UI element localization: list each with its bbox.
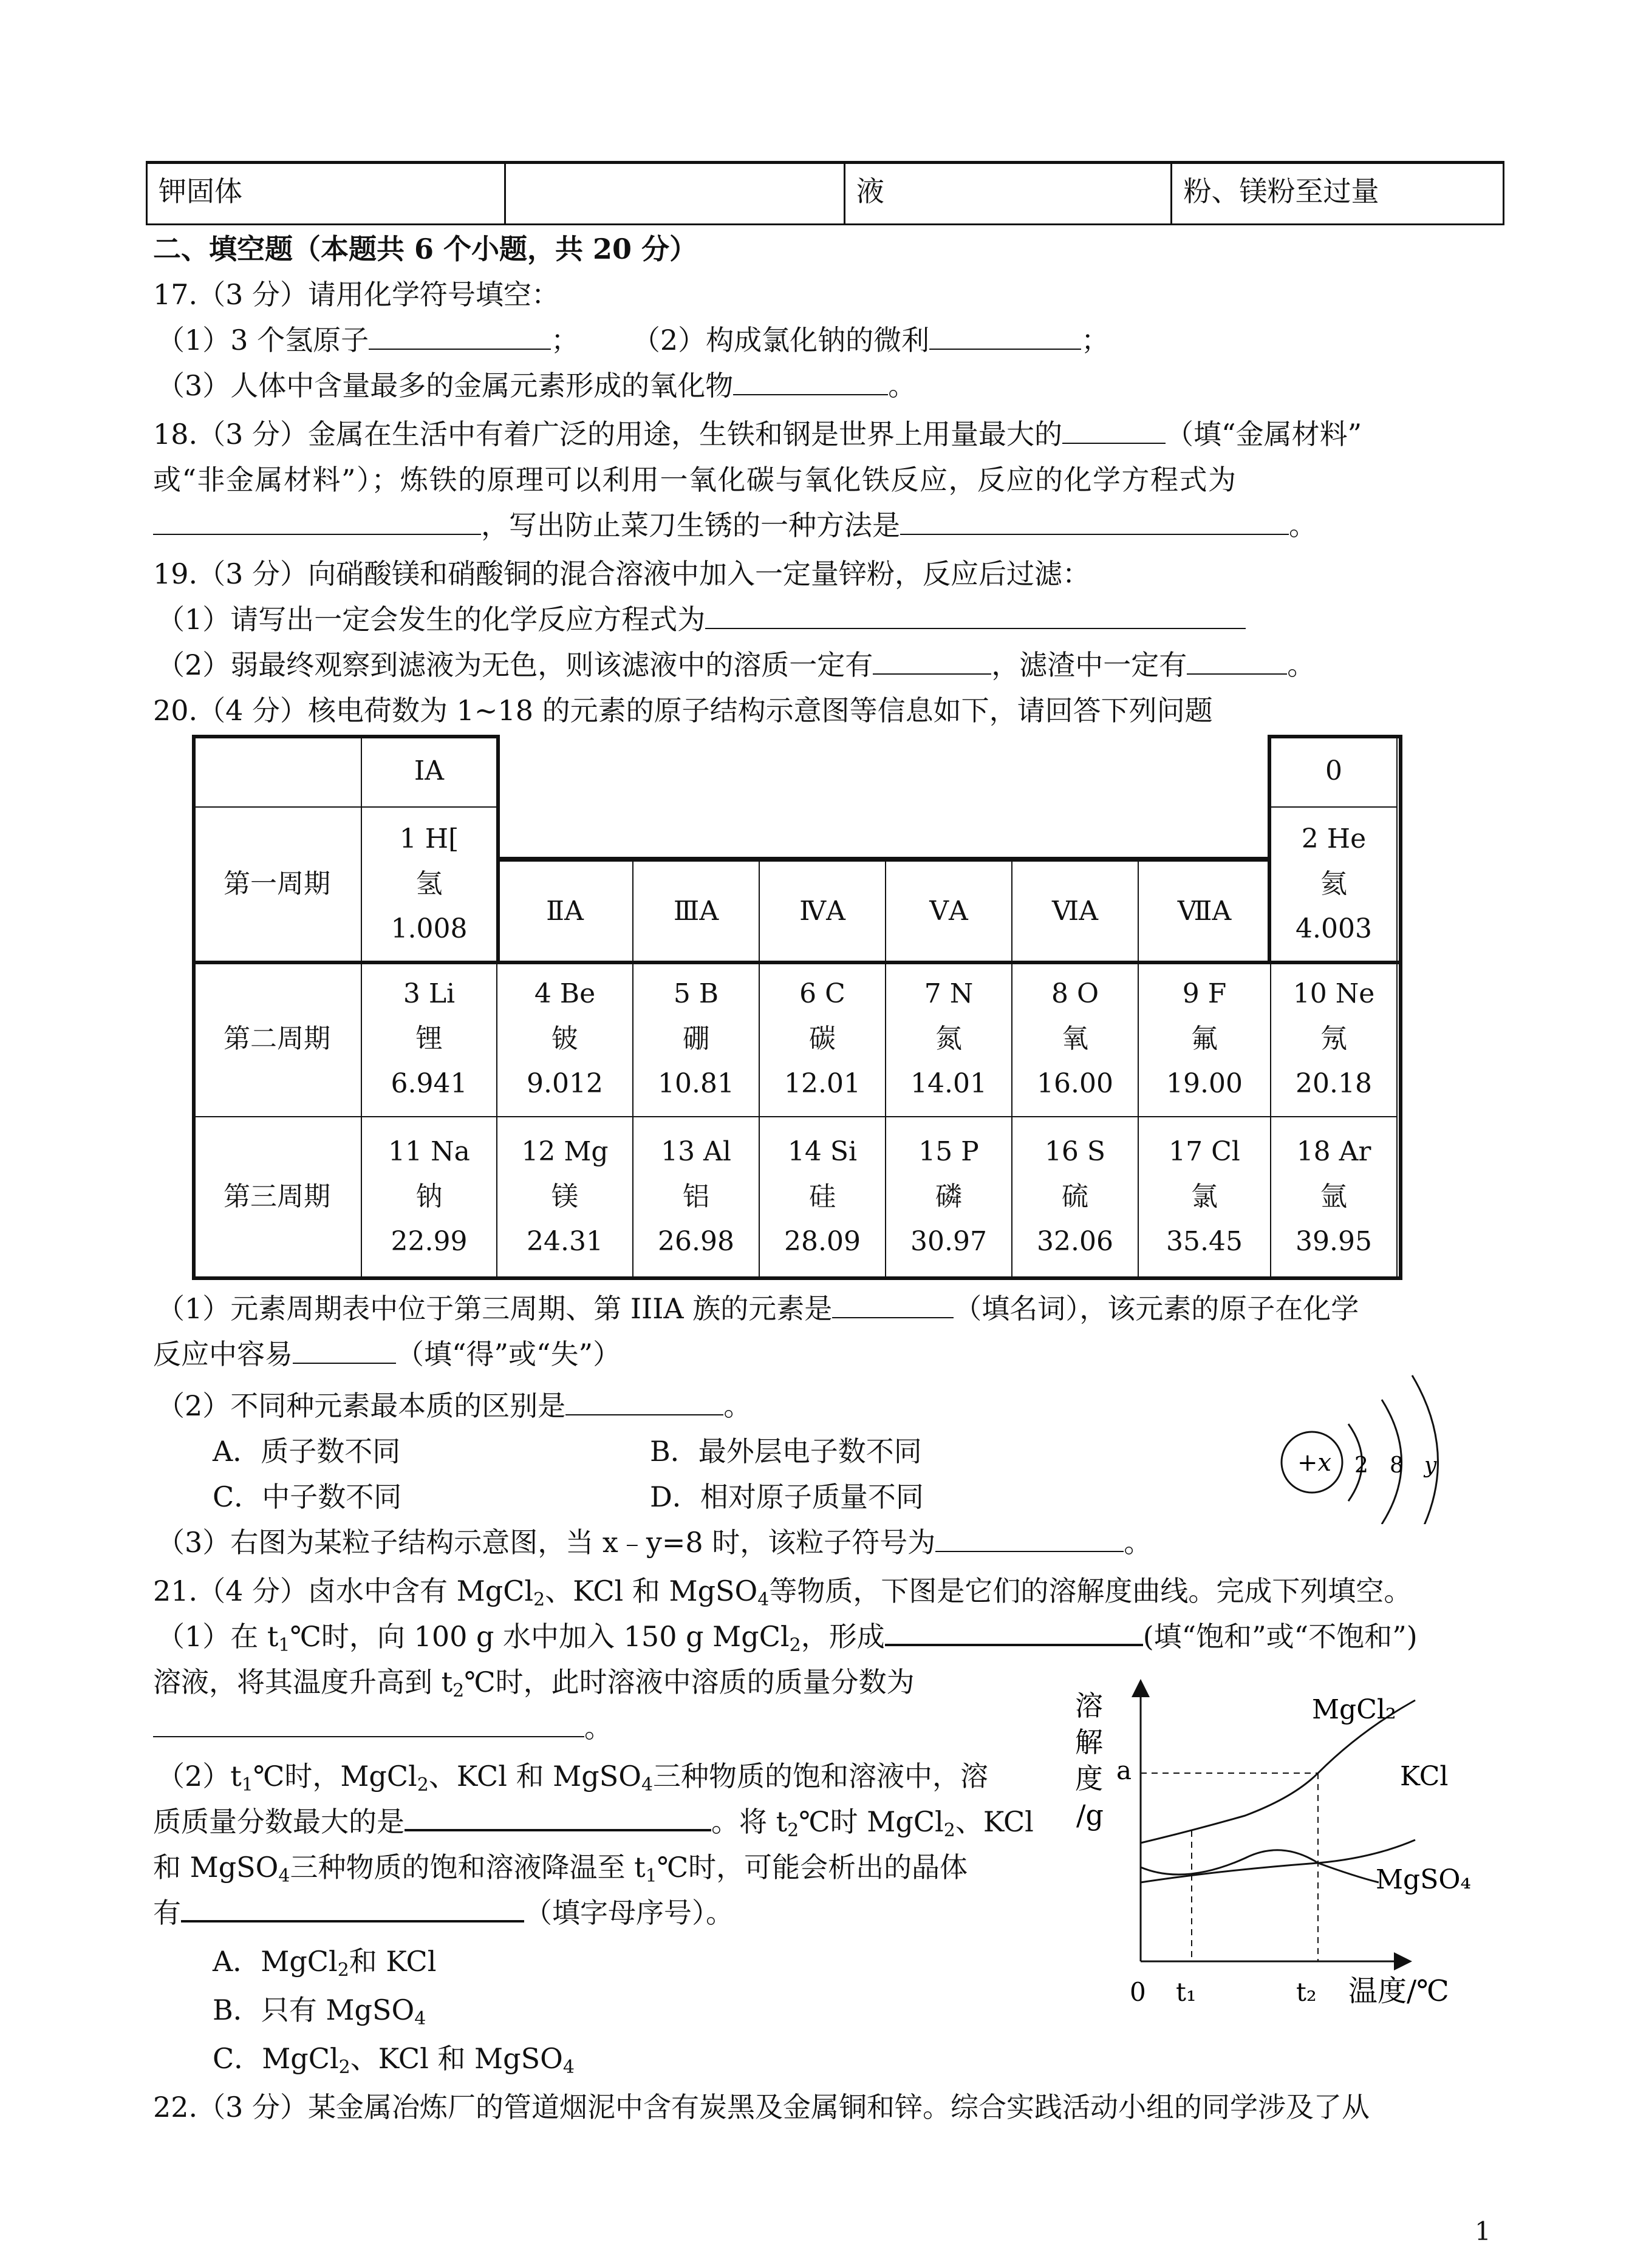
q17-text: ； （2）构成氯化钠的微利 — [551, 324, 930, 356]
element-name: 氦 — [1320, 868, 1347, 899]
group-header: ⅤA — [885, 860, 1012, 962]
subscript: 2 — [533, 1589, 545, 1610]
q21-p1-cont — [153, 1664, 915, 1709]
element-mass: 4.003 — [1296, 913, 1372, 944]
q17-text: （3）人体中含量最多的金属元素形成的氧化物 — [157, 369, 734, 402]
group-header: ⅥA — [1011, 860, 1139, 962]
element-mass: 16.00 — [1037, 1068, 1113, 1099]
element-mass: 30.97 — [910, 1226, 987, 1257]
q21-text: 21.（4 分）卤水中含有 MgCl — [153, 1575, 534, 1607]
q17-text: ； — [1081, 324, 1110, 356]
x-axis-label: 温度/℃ — [1348, 1974, 1449, 2008]
q21-text: 、KCl — [955, 1805, 1034, 1838]
tick-label-a: a — [1116, 1755, 1132, 1785]
element-mass: 20.18 — [1296, 1068, 1372, 1099]
top-table — [146, 161, 1504, 225]
q21-text: 、KCl 和 MgSO — [545, 1575, 758, 1607]
subscript: 2 — [943, 1820, 955, 1841]
element-name: 硫 — [1062, 1181, 1088, 1212]
y-axis-label: 解 — [1075, 1726, 1103, 1759]
subscript: 2 — [452, 1680, 465, 1701]
series-label-mgso4: MgSO₄ — [1376, 1864, 1472, 1895]
q21-text: 。 — [584, 1711, 612, 1744]
q21-text: 和 KCl — [349, 1945, 437, 1978]
q20-text: （1）元素周期表中位于第三周期、第 IIIA 族的元素是 — [157, 1292, 833, 1325]
q21-p2-line3 — [153, 1849, 968, 1895]
q20-p1-cont — [153, 1336, 621, 1372]
q21-text: 。将 t — [711, 1805, 788, 1838]
answer-blank[interactable] — [293, 1338, 396, 1364]
q21-p2-line2 — [153, 1803, 1034, 1849]
element-name: 氢 — [415, 868, 443, 899]
top-table-cell — [506, 164, 845, 223]
q20-text: （填“得”或“失”） — [396, 1338, 621, 1371]
subscript: 2 — [337, 1960, 349, 1981]
element-mass: 9.012 — [527, 1068, 603, 1099]
q19-text: （1）请写出一定会发生的化学反应方程式为 — [157, 603, 706, 636]
element-symbol: 14 Si — [787, 1136, 858, 1167]
y-axis-label: 度 — [1075, 1762, 1103, 1795]
q20-text: 反应中容易 — [153, 1338, 293, 1371]
q21-text: （2）t — [157, 1760, 242, 1793]
period-label: 第一周期 — [192, 806, 362, 962]
option-d: D．相对原子质量不同 — [650, 1480, 924, 1513]
element-symbol: 2 He — [1301, 823, 1367, 854]
answer-blank[interactable] — [873, 649, 991, 675]
subscript: 2 — [338, 2057, 350, 2078]
group-header: ⅠA — [361, 735, 497, 808]
element-name: 碳 — [809, 1023, 836, 1054]
answer-blank[interactable] — [369, 324, 551, 350]
subscript: 4 — [278, 1865, 290, 1887]
group-header: ⅡA — [496, 860, 633, 962]
element-mass: 39.95 — [1296, 1226, 1372, 1257]
q18-line1 — [153, 416, 1362, 452]
q21-text: ℃时，此时溶液中溶质的质量分数为 — [464, 1666, 915, 1698]
q21-text: 等物质，下图是它们的溶解度曲线。完成下列填空。 — [769, 1575, 1412, 1607]
q21-text: （1）在 t — [157, 1620, 279, 1653]
q20-text: 。 — [1124, 1526, 1152, 1559]
element-name: 氖 — [1320, 1023, 1347, 1054]
q21-stem — [153, 1573, 1412, 1618]
q21-p2 — [157, 1758, 988, 1803]
q21-text: 三种物质的饱和溶液中，溶 — [653, 1760, 989, 1793]
subscript: 1 — [278, 1635, 290, 1656]
top-table-cell: 液 — [845, 164, 1173, 223]
element-name: 硼 — [683, 1023, 709, 1054]
option-b: B．最外层电子数不同 — [650, 1435, 922, 1468]
q20-text: （填名词），该元素的原子在化学 — [954, 1292, 1359, 1325]
subscript: 2 — [787, 1820, 799, 1841]
q20-p1 — [157, 1290, 1359, 1327]
q17-line1 — [157, 322, 1109, 358]
element-symbol: 1 H[ — [399, 823, 459, 854]
table-border — [496, 857, 1271, 964]
answer-blank[interactable] — [565, 1390, 723, 1415]
answer-blank[interactable] — [935, 1527, 1124, 1552]
q18-text: （填“金属材料” — [1166, 418, 1362, 451]
q21-option-a — [213, 1943, 436, 1989]
shell-electrons: y — [1424, 1453, 1437, 1478]
answer-blank[interactable] — [929, 324, 1081, 350]
electron-shell-arc — [1412, 1375, 1438, 1524]
element-mass: 28.09 — [784, 1226, 861, 1257]
q21-text: 质质量分数最大的是 — [153, 1805, 405, 1838]
element-symbol: 10 Ne — [1292, 978, 1375, 1009]
element-mass: 35.45 — [1166, 1226, 1243, 1257]
element-name: 氧 — [1062, 1023, 1088, 1054]
atom-structure-diagram — [1275, 1372, 1476, 1524]
subscript: 1 — [241, 1774, 253, 1796]
element-symbol: 16 S — [1044, 1136, 1106, 1167]
element-symbol: 9 F — [1182, 978, 1227, 1009]
nucleus-label: +x — [1297, 1449, 1332, 1477]
series-label-kcl: KCl — [1400, 1761, 1449, 1792]
top-table-cell: 粉、镁粉至过量 — [1183, 175, 1379, 208]
element-mass: 26.98 — [658, 1226, 734, 1257]
answer-blank[interactable] — [885, 1619, 1143, 1646]
answer-blank[interactable] — [900, 509, 1289, 535]
q19-text: ，滤渣中一定有 — [991, 649, 1187, 681]
q21-p1-blank — [153, 1709, 612, 1746]
q18-text: 。 — [1289, 509, 1317, 542]
solubility-curve-chart — [1063, 1676, 1500, 2016]
element-name: 氮 — [935, 1023, 962, 1054]
table-border — [1268, 735, 1402, 964]
q21-text: 有 — [153, 1896, 181, 1929]
element-symbol: 18 Ar — [1296, 1136, 1371, 1167]
element-symbol: 12 Mg — [521, 1136, 609, 1167]
element-name: 氟 — [1191, 1023, 1218, 1054]
q21-text: 和 MgSO — [153, 1851, 279, 1884]
q17-line3 — [157, 367, 916, 404]
q21-text: ℃时，MgCl — [253, 1760, 417, 1793]
element-symbol: 7 N — [924, 978, 974, 1009]
q18-line3 — [153, 507, 1317, 543]
answer-blank[interactable] — [705, 604, 1246, 629]
y-axis-label: 溶 — [1075, 1689, 1103, 1722]
q21-text: ℃时，向 100 g 水中加入 150 g MgCl — [290, 1620, 790, 1653]
option-a: A．质子数不同 — [213, 1435, 401, 1468]
q18-text: ，写出防止菜刀生锈的一种方法是 — [481, 509, 900, 542]
shell-electrons: 2 — [1354, 1453, 1368, 1478]
element-mass: 22.99 — [391, 1226, 468, 1257]
element-name: 钠 — [415, 1181, 443, 1212]
element-name: 锂 — [415, 1023, 443, 1054]
element-name: 铍 — [551, 1023, 578, 1054]
origin-label: 0 — [1130, 1977, 1146, 2007]
q19-text: （2）弱最终观察到滤液为无色，则该滤液中的溶质一定有 — [157, 649, 873, 681]
q21-option-b — [213, 1992, 426, 2037]
q19-line1 — [157, 601, 1246, 638]
q20-text: （2）不同种元素最本质的区别是 — [157, 1389, 566, 1422]
q21-text: B．只有 MgSO — [213, 1994, 415, 2026]
top-table-cell: 钾固体 — [148, 164, 506, 223]
element-mass: 14.01 — [910, 1068, 987, 1099]
element-mass: 12.01 — [784, 1068, 861, 1099]
group-header: ⅦA — [1138, 860, 1271, 962]
element-symbol: 5 B — [673, 978, 719, 1009]
subscript: 4 — [757, 1589, 770, 1610]
answer-blank[interactable] — [1187, 649, 1287, 675]
option-c: C．中子数不同 — [213, 1480, 402, 1513]
q20-text: （3）右图为某粒子结构示意图，当 x﹣y=8 时，该粒子符号为 — [157, 1526, 936, 1559]
q18-text: 18.（3 分）金属在生活中有着广泛的用途，生铁和钢是世界上用量最大的 — [153, 418, 1063, 451]
table-border — [192, 961, 1402, 1280]
q21-text: 、KCl 和 MgSO — [350, 2042, 563, 2075]
curve-kcl — [1141, 1840, 1415, 1882]
q20-p3 — [157, 1524, 1152, 1561]
q17-text: 。 — [888, 369, 917, 402]
y-axis-label: /g — [1076, 1799, 1104, 1831]
group-header: ⅣA — [759, 860, 886, 962]
section-title: 二、填空题（本题共 6 个小题，共 20 分） — [153, 233, 698, 265]
answer-blank[interactable] — [405, 1805, 711, 1831]
answer-blank[interactable] — [153, 1712, 584, 1737]
element-symbol: 11 Na — [388, 1136, 470, 1167]
element-name: 硅 — [809, 1181, 836, 1212]
q20-p2 — [157, 1388, 751, 1424]
table-border — [192, 735, 500, 964]
element-mass: 1.008 — [391, 913, 468, 944]
answer-blank[interactable] — [733, 370, 888, 395]
subscript: 4 — [562, 2057, 575, 2078]
element-symbol: 15 P — [918, 1136, 979, 1167]
q17-stem: 17.（3 分）请用化学符号填空： — [153, 278, 560, 311]
element-symbol: 4 Be — [534, 978, 596, 1009]
q21-p1 — [157, 1618, 1418, 1664]
period-label: 第二周期 — [192, 961, 362, 1117]
q21-text: A．MgCl — [213, 1945, 338, 1978]
element-mass: 10.81 — [658, 1068, 734, 1099]
q19-line2 — [157, 647, 1315, 683]
element-symbol: 3 Li — [403, 978, 456, 1009]
q19-stem: 19.（3 分）向硝酸镁和硝酸铜的混合溶液中加入一定量锌粉，反应后过滤： — [153, 557, 1091, 590]
q19-text: 。 — [1287, 649, 1316, 681]
q22-stem: 22.（3 分）某金属冶炼厂的管道烟泥中含有炭黑及金属铜和锌。综合实践活动小组的同学涉及了从 — [153, 2091, 1370, 2123]
group-header: 0 — [1270, 735, 1398, 808]
subscript: 2 — [789, 1635, 801, 1656]
q21-option-c — [213, 2040, 575, 2086]
q18-line2: 或“非金属材料”）；炼铁的原理可以利用一氧化碳与氧化铁反应，反应的化学方程式为 — [153, 463, 1237, 496]
subscript: 1 — [645, 1865, 657, 1887]
q21-p2-line4 — [153, 1895, 734, 1931]
q17-text: （1）3 个氢原子 — [157, 324, 369, 356]
element-symbol: 6 C — [799, 978, 845, 1009]
group-header: ⅢA — [632, 860, 760, 962]
element-name: 氩 — [1320, 1181, 1347, 1212]
element-mass: 32.06 — [1037, 1226, 1113, 1257]
q21-text: ，形成 — [801, 1620, 885, 1653]
element-name: 氯 — [1191, 1181, 1218, 1212]
q21-text: 、KCl 和 MgSO — [428, 1760, 641, 1793]
element-mass: 24.31 — [527, 1226, 603, 1257]
answer-blank[interactable] — [153, 509, 481, 535]
q21-text: ℃时 MgCl — [799, 1805, 944, 1838]
element-symbol: 17 Cl — [1169, 1136, 1240, 1167]
q21-text: (填“饱和”或“不饱和”) — [1142, 1620, 1418, 1653]
element-mass: 6.941 — [391, 1068, 468, 1099]
element-symbol: 13 Al — [661, 1136, 731, 1167]
subscript: 4 — [414, 2008, 426, 2029]
subscript: 2 — [417, 1774, 429, 1796]
periodic-table — [192, 735, 1402, 1281]
tick-label-t1: t₁ — [1176, 1977, 1197, 2007]
q20-stem: 20.（4 分）核电荷数为 1~18 的元素的原子结构示意图等信息如下，请回答下列问题 — [153, 694, 1213, 727]
answer-blank[interactable] — [1062, 418, 1166, 444]
element-symbol: 8 O — [1051, 978, 1099, 1009]
q20-text: 。 — [723, 1389, 752, 1422]
element-mass: 19.00 — [1166, 1068, 1243, 1099]
subscript: 4 — [641, 1774, 654, 1796]
page-number: 1 — [1475, 2216, 1491, 2246]
q21-text: 溶液，将其温度升高到 t — [153, 1666, 453, 1698]
q21-text: 三种物质的饱和溶液降温至 t — [290, 1851, 646, 1884]
answer-blank[interactable] — [181, 1896, 524, 1922]
q21-text: ℃时，可能会析出的晶体 — [657, 1851, 968, 1884]
q21-text: （填字母序号）。 — [524, 1896, 734, 1929]
series-label-mgcl2: MgCl₂ — [1312, 1694, 1396, 1725]
tick-label-t2: t₂ — [1296, 1977, 1317, 2007]
element-name: 铝 — [683, 1181, 709, 1212]
q21-text: C．MgCl — [213, 2042, 339, 2075]
period-label: 第三周期 — [192, 1116, 362, 1278]
answer-blank[interactable] — [832, 1293, 954, 1318]
element-name: 镁 — [551, 1181, 578, 1212]
element-name: 磷 — [935, 1181, 962, 1212]
shell-electrons: 8 — [1390, 1453, 1404, 1478]
